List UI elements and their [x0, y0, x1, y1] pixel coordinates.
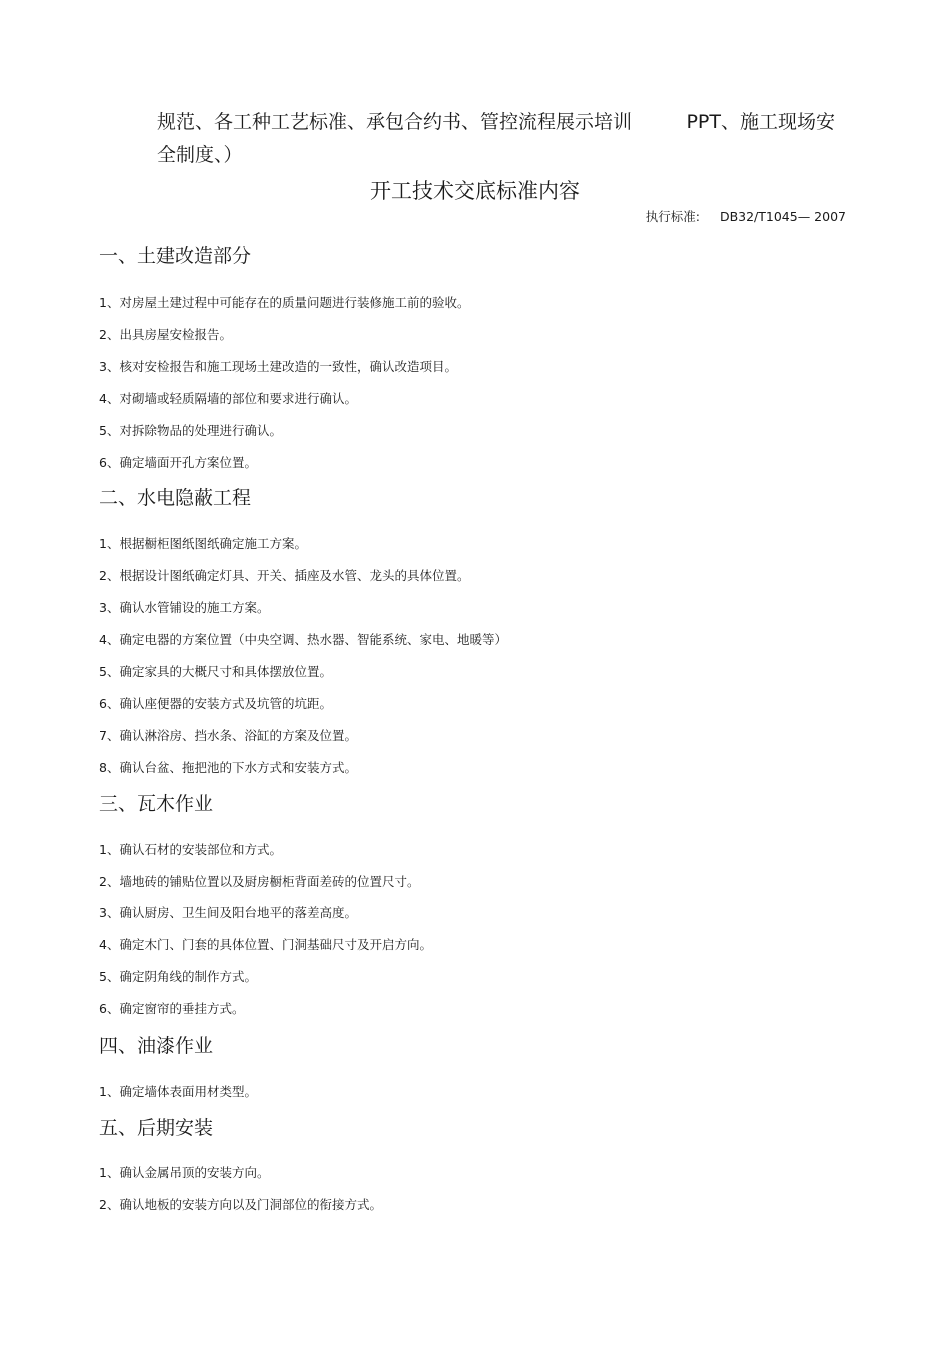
standard-label: 执行标准:: [645, 209, 700, 224]
section-heading: 四、油漆作业: [99, 1035, 214, 1057]
intro-line-2: 全制度、）: [157, 144, 243, 166]
intro-line-1: [157, 106, 847, 139]
list-item: 3、确认厨房、卫生间及阳台地平的落差高度。: [99, 905, 357, 920]
intro-paragraph: [157, 106, 847, 172]
list-item: 2、确认地板的安装方向以及门洞部位的衔接方式。: [99, 1197, 382, 1212]
section-heading: 一、土建改造部分: [99, 245, 252, 267]
list-item: 4、对砌墙或轻质隔墙的部位和要求进行确认。: [99, 391, 357, 406]
intro-line-1a: 规范、各工种工艺标准、承包合约书、管控流程展示培训: [157, 111, 633, 133]
standard-reference: [646, 207, 846, 227]
standard-code: DB32/T1045— 2007: [719, 209, 846, 224]
list-item: 1、根据橱柜图纸图纸确定施工方案。: [99, 536, 307, 551]
list-item: 3、核对安检报告和施工现场土建改造的一致性，确认改造项目。: [99, 359, 457, 374]
list-item: 2、出具房屋安检报告。: [99, 327, 232, 342]
section-heading: 二、水电隐蔽工程: [99, 487, 252, 509]
list-item: 6、确定墙面开孔方案位置。: [99, 455, 257, 470]
document-title: 开工技术交底标准内容: [370, 179, 580, 203]
list-item: 1、确认石材的安装部位和方式。: [99, 842, 282, 857]
list-item: 8、确认台盆、拖把池的下水方式和安装方式。: [99, 760, 357, 775]
list-item: 5、确定阴角线的制作方式。: [99, 969, 257, 984]
list-item: 1、确认金属吊顶的安装方向。: [99, 1165, 270, 1180]
list-item: 4、确定电器的方案位置（中央空调、热水器、智能系统、家电、地暖等）: [99, 632, 507, 647]
list-item: 2、墙地砖的铺贴位置以及厨房橱柜背面差砖的位置尺寸。: [99, 874, 420, 889]
list-item: 2、根据设计图纸确定灯具、开关、插座及水管、龙头的具体位置。: [99, 568, 470, 583]
section-heading: 三、瓦木作业: [99, 793, 214, 815]
section-heading: 五、后期安装: [99, 1117, 214, 1139]
list-item: 1、确定墙体表面用材类型。: [99, 1084, 257, 1099]
list-item: 3、确认水管铺设的施工方案。: [99, 600, 270, 615]
list-item: 5、对拆除物品的处理进行确认。: [99, 423, 282, 438]
intro-line-1b: PPT、施工现场安: [686, 111, 835, 133]
list-item: 1、对房屋土建过程中可能存在的质量问题进行装修施工前的验收。: [99, 295, 470, 310]
list-item: 5、确定家具的大概尺寸和具体摆放位置。: [99, 664, 332, 679]
list-item: 6、确认座便器的安装方式及坑管的坑距。: [99, 696, 332, 711]
list-item: 6、确定窗帘的垂挂方式。: [99, 1001, 245, 1016]
list-item: 7、确认淋浴房、挡水条、浴缸的方案及位置。: [99, 728, 357, 743]
list-item: 4、确定木门、门套的具体位置、门洞基础尺寸及开启方向。: [99, 937, 432, 952]
